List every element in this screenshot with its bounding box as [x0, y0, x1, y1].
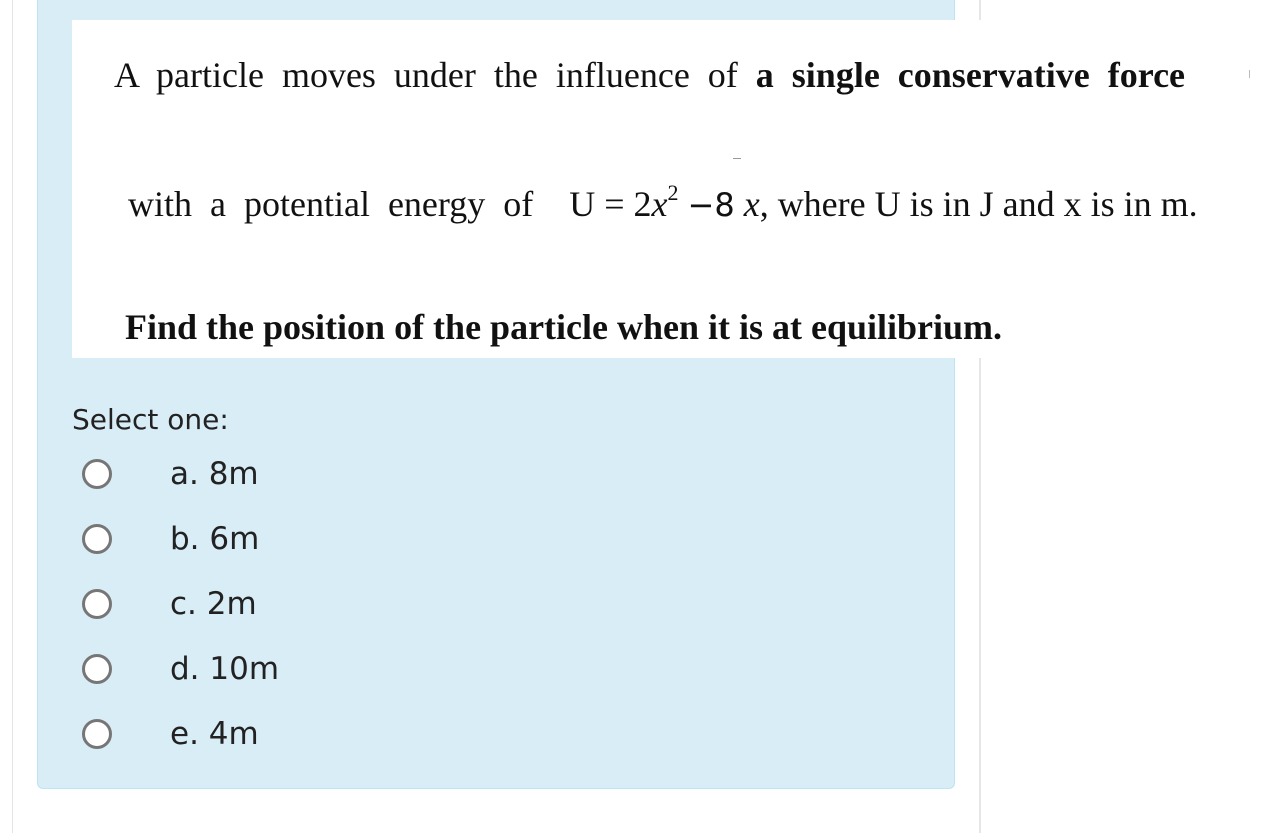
- question-image: [72, 20, 1284, 358]
- answer-option-b[interactable]: [82, 521, 482, 565]
- answer-option-e[interactable]: [82, 716, 482, 760]
- answer-option-label[interactable]: c. 2m: [170, 586, 257, 622]
- radio-button[interactable]: [82, 524, 112, 554]
- answer-option-label[interactable]: d. 10m: [170, 651, 280, 687]
- question-line-1-text: A particle moves under the influence of: [114, 55, 738, 95]
- radio-button[interactable]: [82, 459, 112, 489]
- answer-option-a[interactable]: [82, 456, 482, 500]
- answer-option-label[interactable]: e. 4m: [170, 716, 259, 752]
- stray-bar: [733, 158, 741, 159]
- answer-option-c[interactable]: [82, 586, 482, 630]
- formula-units: , where U is in J and x is in m.: [759, 184, 1198, 224]
- radio-button[interactable]: [82, 589, 112, 619]
- answer-option-d[interactable]: [82, 651, 482, 695]
- stray-mark: [1249, 70, 1250, 78]
- formula-minus-8: −8: [687, 186, 735, 224]
- question-prompt: Find the position of the particle when it is at equilibrium.: [125, 307, 1003, 347]
- answer-option-label[interactable]: b. 6m: [170, 521, 260, 557]
- formula-u: U = 2: [569, 184, 652, 224]
- question-line-2: [128, 180, 1198, 225]
- formula-x: x: [651, 184, 668, 224]
- radio-button[interactable]: [82, 719, 112, 749]
- radio-button[interactable]: [82, 654, 112, 684]
- formula-x-linear: x: [743, 184, 760, 224]
- page-left-border: [12, 0, 13, 833]
- question-line-1-bold: a single conservative force: [755, 55, 1186, 95]
- question-line-1: [114, 54, 1185, 96]
- question-line-2-text: with a potential energy of: [128, 184, 534, 224]
- select-one-label: Select one:: [72, 403, 229, 436]
- answer-option-label[interactable]: a. 8m: [170, 456, 259, 492]
- formula-exponent: 2: [667, 180, 679, 205]
